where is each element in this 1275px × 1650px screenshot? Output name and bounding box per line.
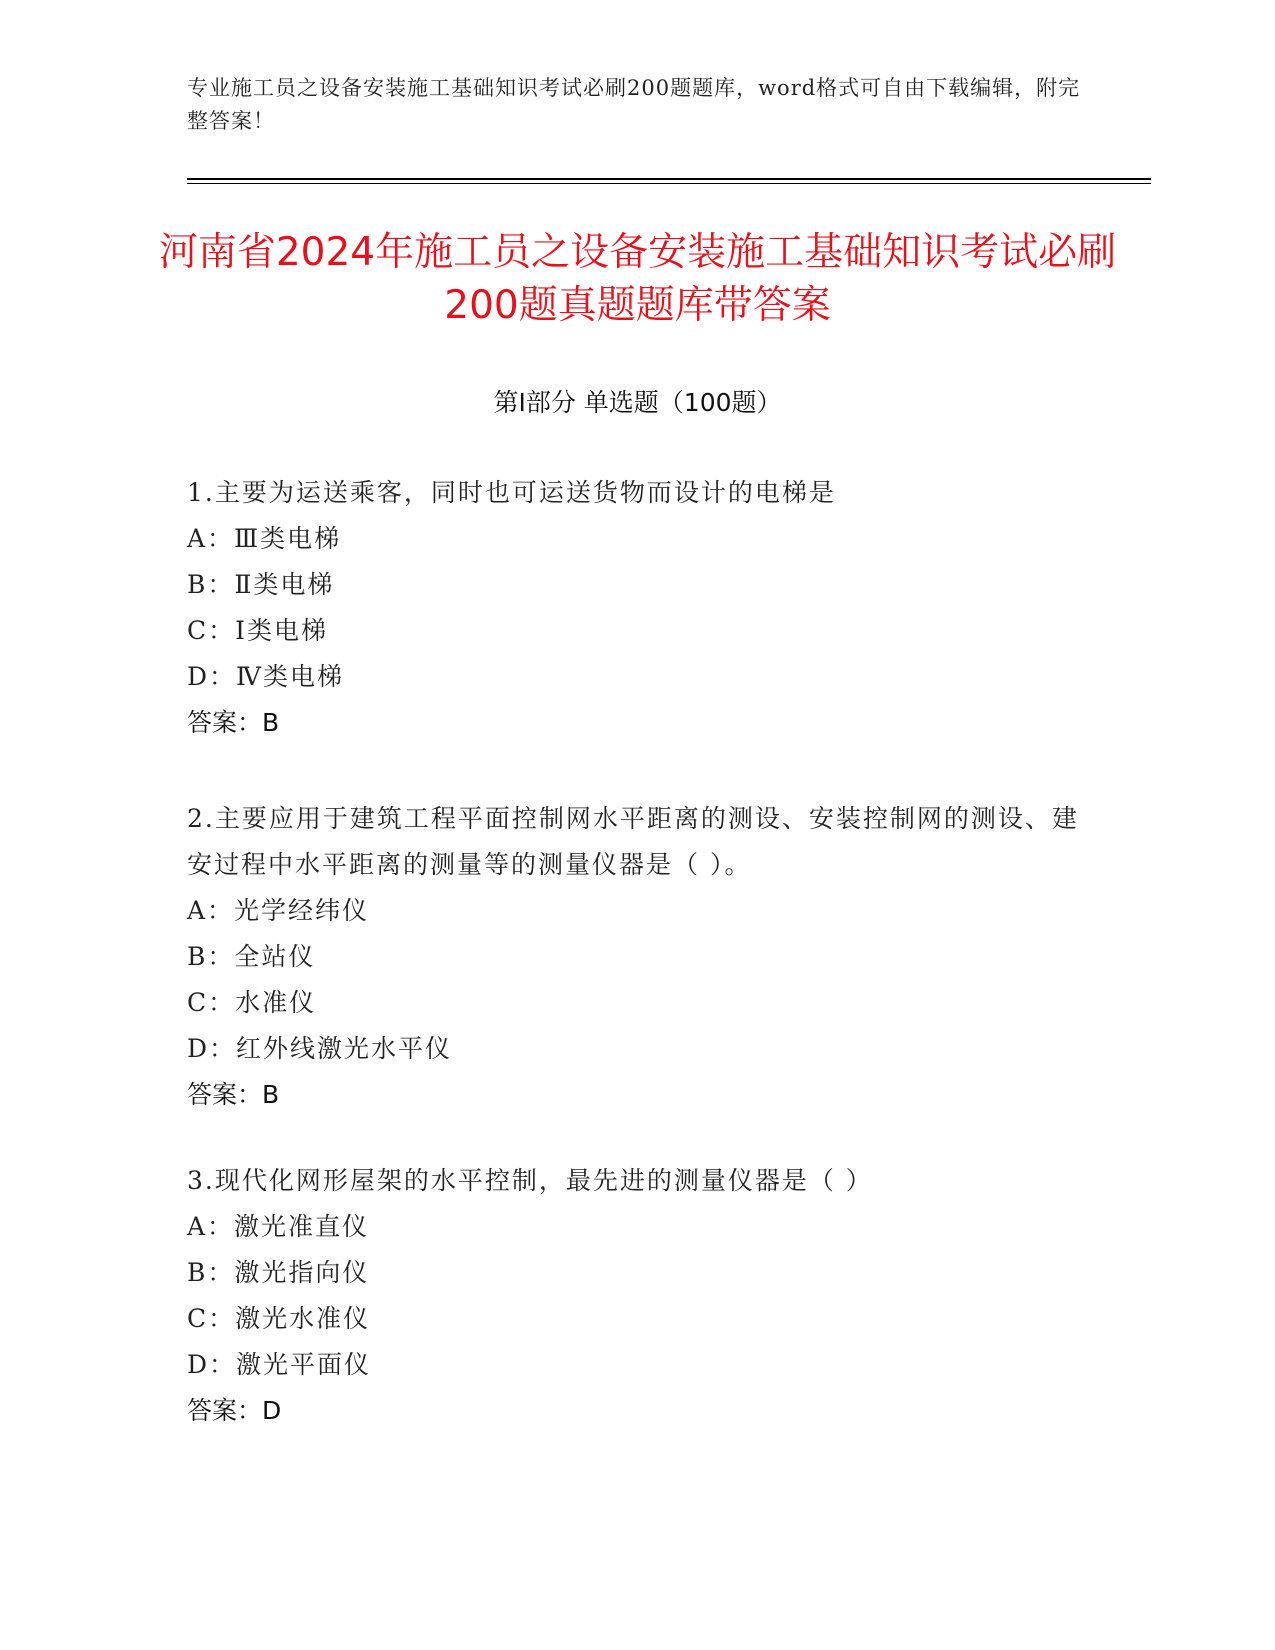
option-d: D：Ⅳ类电梯 [187, 662, 345, 691]
answer-line: 答案：D [187, 1396, 282, 1425]
option-c: C：水准仪 [187, 988, 317, 1017]
header-divider-thick [187, 178, 1151, 180]
question-stem: 2.主要应用于建筑工程平面控制网水平距离的测设、安装控制网的测设、建安过程中水平距离的测量等的测量仪器是（ ）。 [187, 804, 1079, 879]
header-divider-thin [187, 183, 1151, 184]
answer-line: 答案：B [187, 1080, 280, 1109]
question-stem: 3.现代化网形屋架的水平控制，最先进的测量仪器是（ ） [187, 1166, 873, 1195]
option-a: A：激光准直仪 [187, 1212, 370, 1241]
option-a: A：Ⅲ类电梯 [187, 524, 342, 553]
option-c: C：Ⅰ类电梯 [187, 616, 329, 645]
option-d: D：激光平面仪 [187, 1350, 372, 1379]
answer-line: 答案：B [187, 708, 280, 737]
option-c: C：激光水准仪 [187, 1304, 371, 1333]
option-b: B：Ⅱ类电梯 [187, 570, 335, 599]
question-block [187, 796, 1087, 1118]
header-note: 专业施工员之设备安装施工基础知识考试必刷200题题库，word格式可自由下载编辑，附完整答案！ [187, 76, 1081, 133]
question-stem: 1.主要为运送乘客，同时也可运送货物而设计的电梯是 [187, 478, 836, 507]
option-a: A：光学经纬仪 [187, 896, 370, 925]
document-title: 河南省2024年施工员之设备安装施工基础知识考试必刷200题真题题库带答案 [158, 230, 1117, 328]
question-block [187, 1158, 1087, 1434]
question-block [187, 470, 1087, 746]
option-b: B：激光指向仪 [187, 1258, 370, 1287]
option-d: D：红外线激光水平仪 [187, 1034, 453, 1063]
option-b: B：全站仪 [187, 942, 316, 971]
section-heading: 第Ⅰ部分 单选题（100题） [493, 388, 782, 417]
